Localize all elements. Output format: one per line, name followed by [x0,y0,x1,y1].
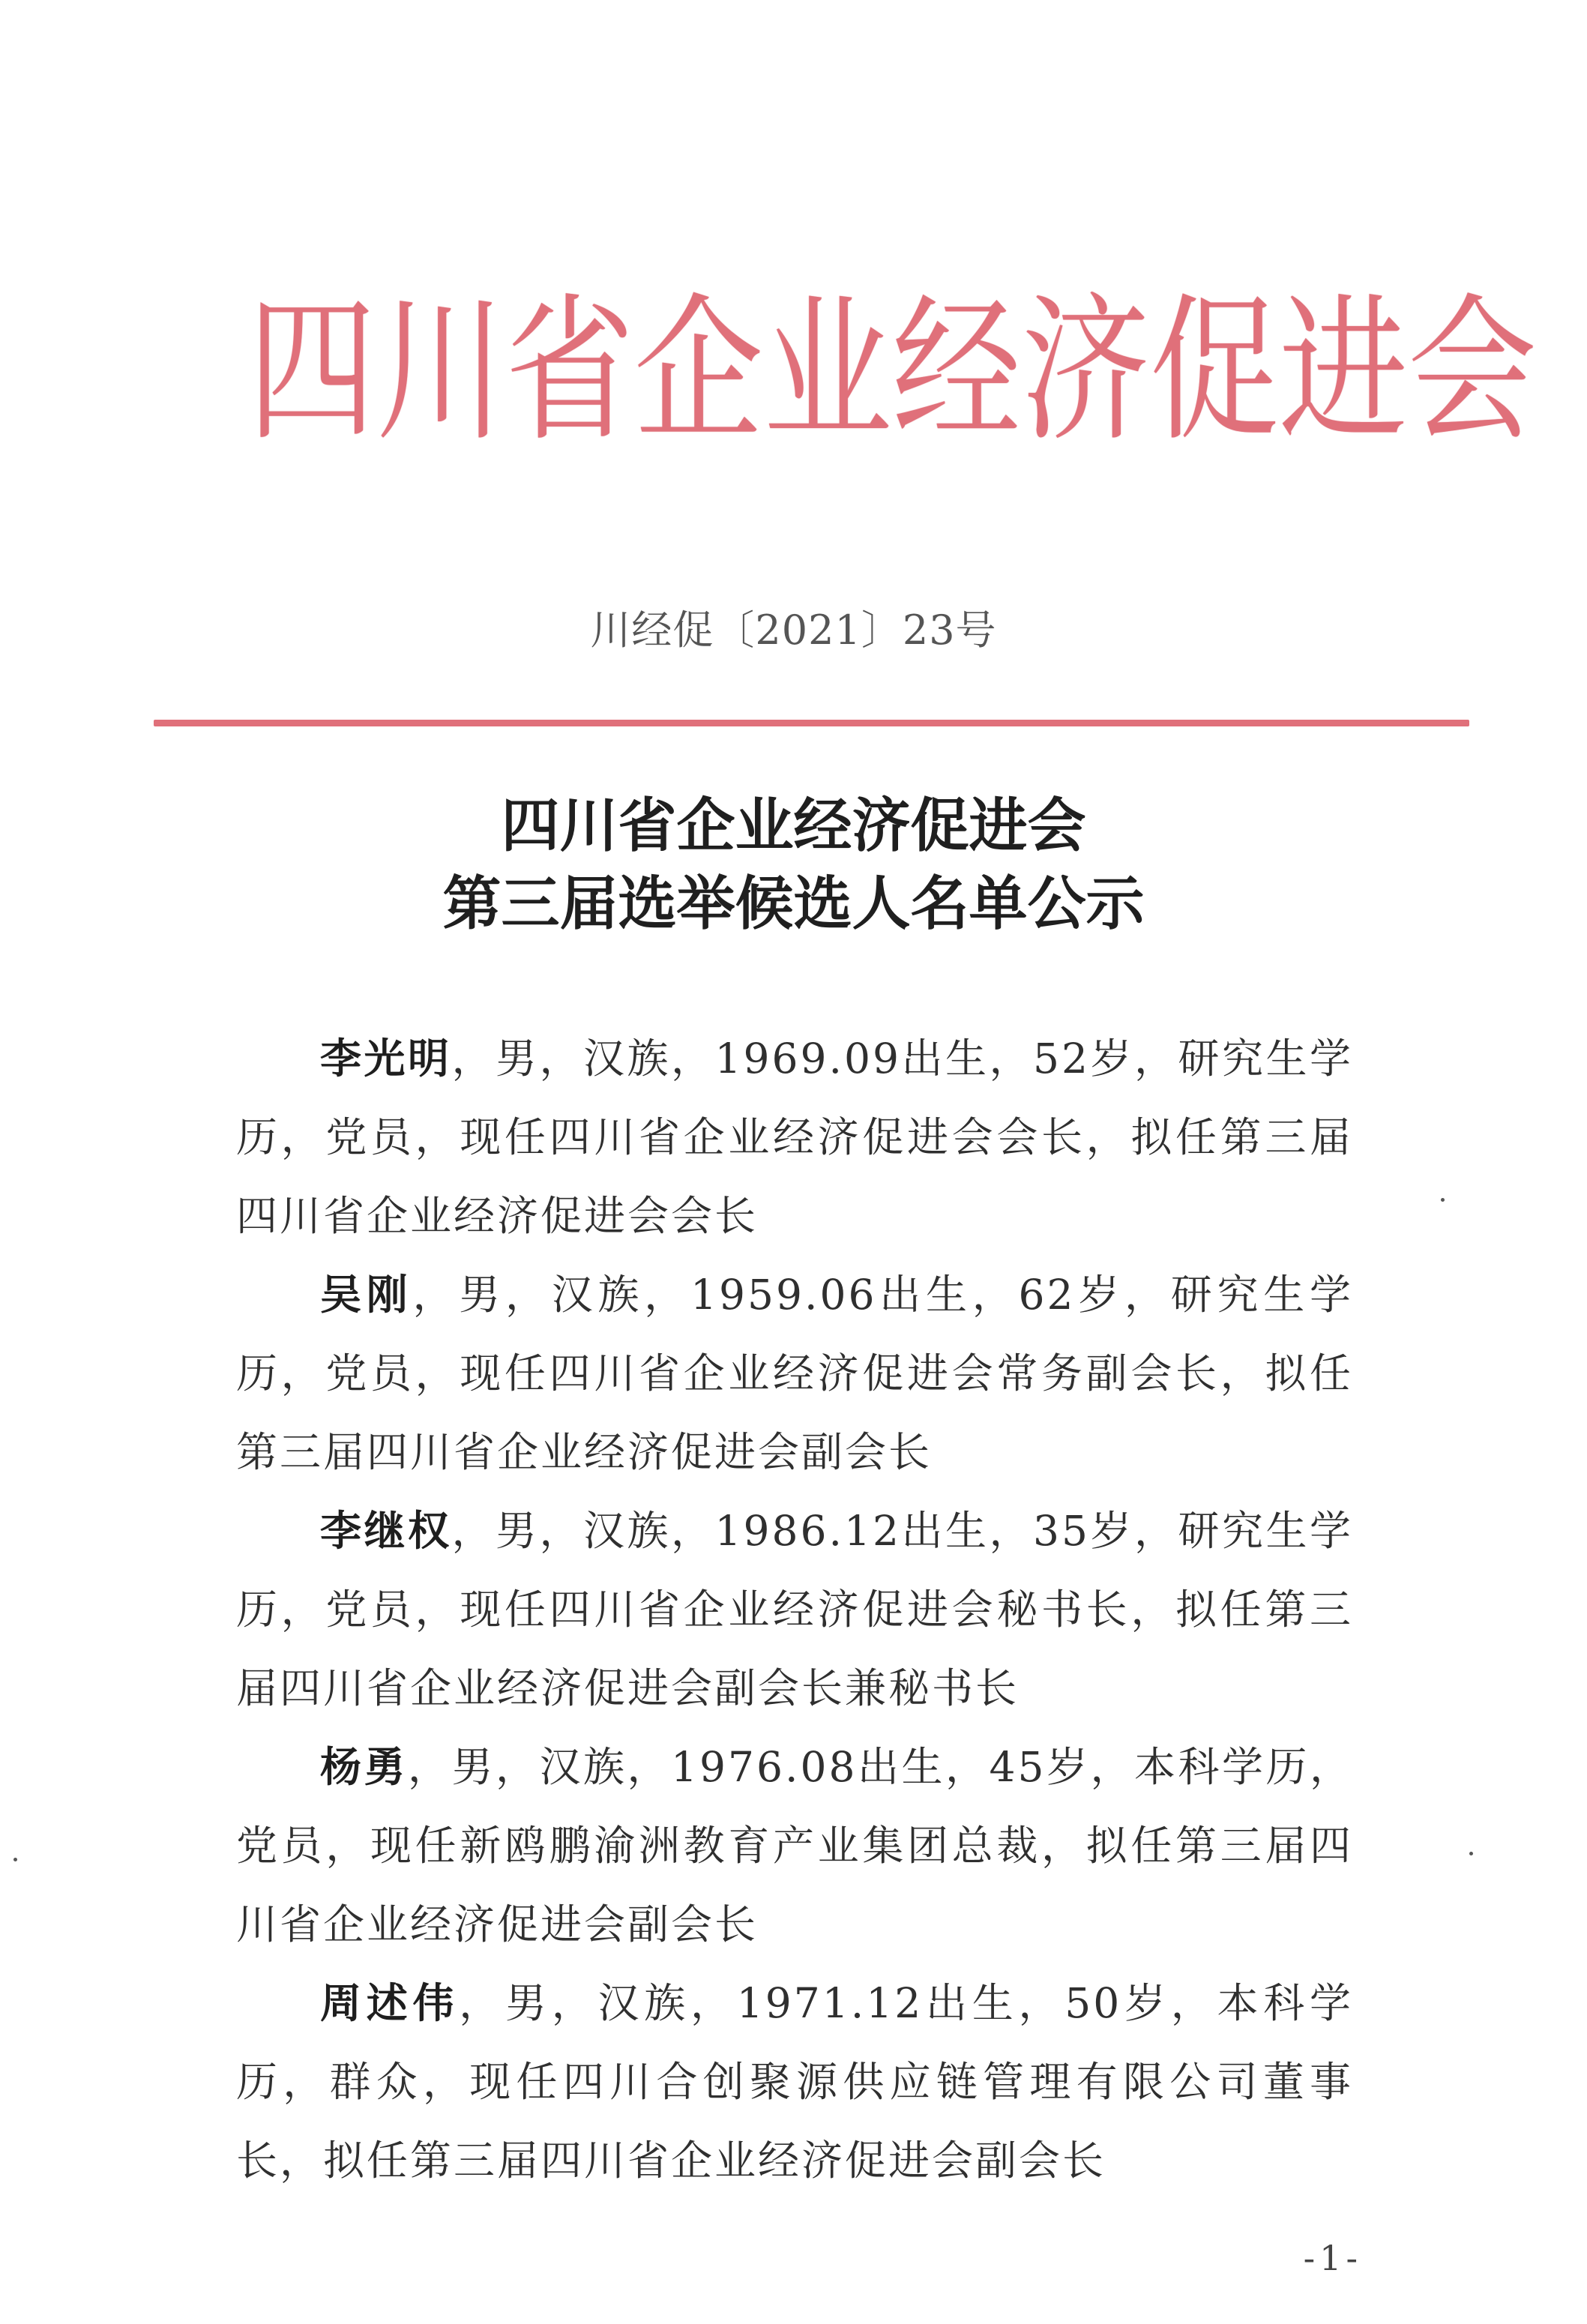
candidate-name: 李光明 [320,1035,452,1083]
candidate-name: 李继权 [320,1507,452,1555]
candidate-name: 吴刚 [320,1271,413,1319]
scan-speck [13,1858,17,1861]
document-number: 川经促〔2021〕23号 [590,606,997,654]
letterhead-char: 川 [376,278,505,463]
letterhead-char: 济 [1021,278,1150,463]
candidate-details: ，男，汉族，1976.08出生，45岁，本科学历，党员，现任新鸥鹏渝洲教育产业集团总裁，拟任第三届四川省企业经济促进会副会长 [236,1743,1353,1948]
candidate-details: ，男，汉族，1971.12出生，50岁，本科学历，群众，现任四川合创聚源供应链管理有限公司董事长，拟任第三届四川省企业经济促进会副会长 [236,1979,1353,2185]
letterhead-title [247,247,1537,495]
letterhead-char: 促 [1150,278,1279,463]
letterhead-char: 进 [1279,278,1408,463]
candidate-entry [236,1728,1353,1964]
candidate-entry [236,1256,1353,1492]
candidate-entry [236,1964,1353,2200]
candidate-name: 周述伟 [320,1979,460,2027]
candidate-details: ，男，汉族，1959.06出生，62岁，研究生学历，党员，现任四川省企业经济促进会常务副会长，拟任第三届四川省企业经济促进会副会长 [236,1271,1353,1476]
page-number: -1- [1303,2238,1362,2278]
candidate-list [236,1020,1353,2200]
letterhead-char: 四 [247,278,376,463]
candidate-name: 杨勇 [320,1743,409,1791]
title-line-2: 第三届选举候选人名单公示 [442,870,1145,938]
red-divider [154,720,1469,726]
candidate-details: ，男，汉族，1986.12出生，35岁，研究生学历，党员，现任四川省企业经济促进会秘书长，拟任第三届四川省企业经济促进会副会长兼秘书长 [236,1507,1353,1712]
candidate-entry [236,1020,1353,1256]
candidate-entry [236,1492,1353,1728]
letterhead-char: 业 [763,278,892,463]
letterhead-char: 会 [1408,278,1537,463]
candidate-details: ，男，汉族，1969.09出生，52岁，研究生学历，党员，现任四川省企业经济促进会会长，拟任第三届四川省企业经济促进会会长 [236,1035,1353,1240]
letterhead-char: 经 [892,278,1021,463]
scan-speck [1469,1852,1473,1855]
letterhead-char: 企 [634,278,763,463]
title-line-1: 四川省企业经济促进会 [501,792,1086,860]
scan-speck [1441,1198,1445,1202]
document-title [0,787,1587,943]
letterhead-char: 省 [505,278,634,463]
